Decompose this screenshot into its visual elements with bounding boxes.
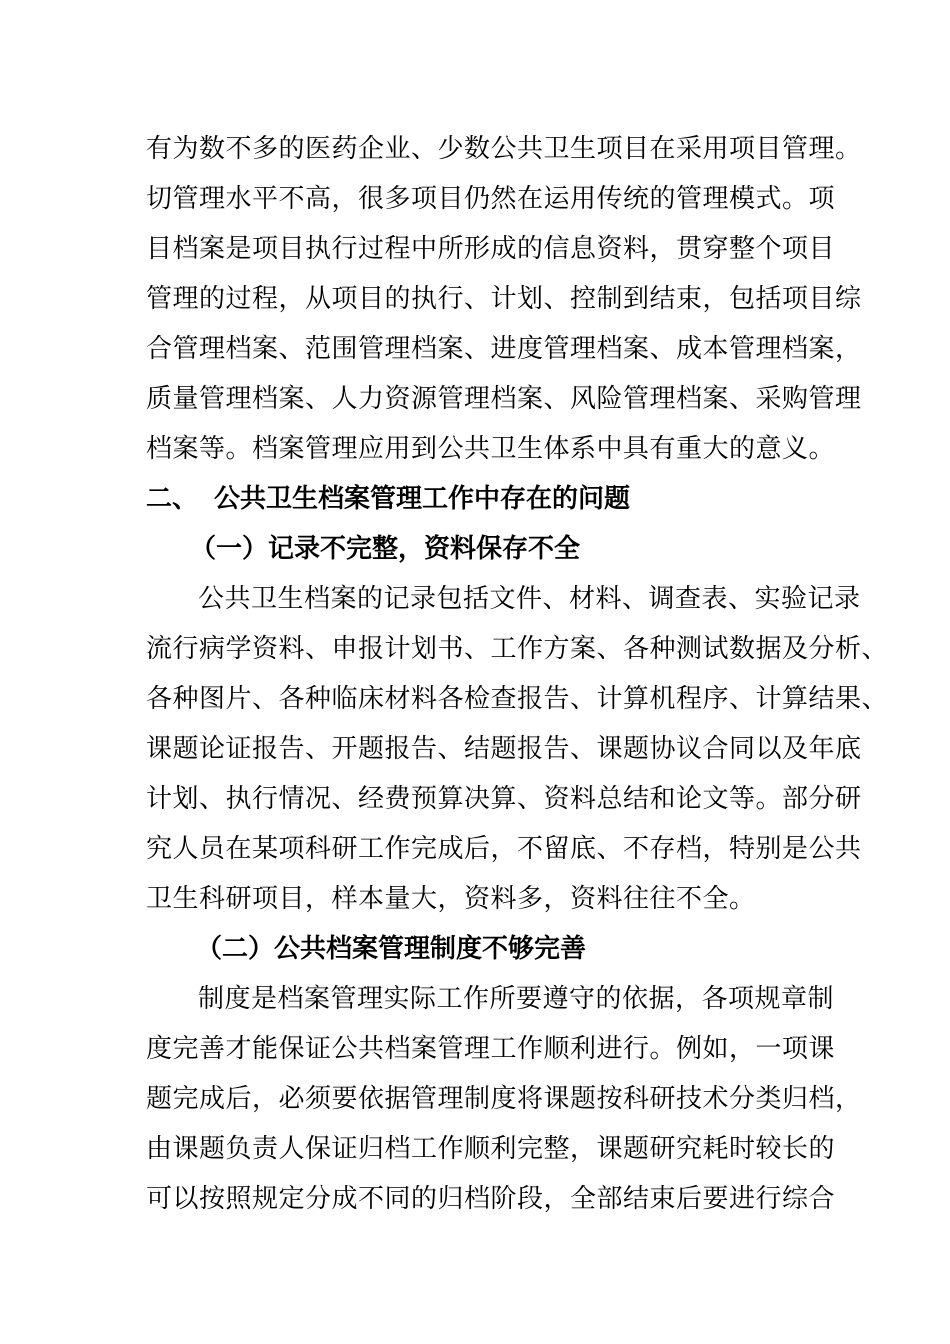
paragraph-line: 可以按照规定分成不同的归档阶段，全部结束后要进行综合	[146, 1184, 836, 1214]
paragraph-line: 质量管理档案、人力资源管理档案、风险管理档案、采购管理	[146, 384, 862, 414]
subsection-heading: （一）记录不完整，资料保存不全	[190, 534, 581, 564]
paragraph-line: 度完善才能保证公共档案管理工作顺利进行。例如，一项课	[146, 1034, 836, 1064]
paragraph-line: 公共卫生档案的记录包括文件、材料、调查表、实验记录	[198, 584, 861, 614]
subsection-heading: （二）公共档案管理制度不够完善	[196, 934, 587, 964]
section-number: 二、	[146, 484, 199, 514]
paragraph-line: 合管理档案、范围管理档案、进度管理档案、成本管理档案，	[146, 334, 862, 364]
paragraph-line: 流行病学资料、申报计划书、工作方案、各种测试数据及分析、	[146, 634, 889, 664]
paragraph-line: 课题论证报告、开题报告、结题报告、课题协议合同以及年底	[146, 734, 862, 764]
paragraph-line: 计划、执行情况、经费预算决算、资料总结和论文等。部分研	[146, 784, 862, 814]
paragraph-line: 有为数不多的医药企业、少数公共卫生项目在采用项目管理。	[146, 134, 862, 164]
section-heading	[146, 484, 630, 514]
paragraph-line: 档案等。档案管理应用到公共卫生体系中具有重大的意义。	[146, 434, 836, 464]
paragraph-line: 各种图片、各种临床材料各检查报告、计算机程序、计算结果、	[146, 684, 889, 714]
paragraph-line: 制度是档案管理实际工作所要遵守的依据，各项规章制	[198, 984, 835, 1014]
paragraph-line: 管理的过程，从项目的执行、计划、控制到结束，包括项目综	[146, 284, 862, 314]
paragraph-line: 题完成后，必须要依据管理制度将课题按科研技术分类归档，	[146, 1084, 862, 1114]
paragraph-line: 由课题负责人保证归档工作顺利完整，课题研究耗时较长的	[146, 1134, 836, 1164]
paragraph-line: 目档案是项目执行过程中所形成的信息资料，贯穿整个项目	[146, 234, 836, 264]
paragraph-line: 切管理水平不高，很多项目仍然在运用传统的管理模式。项	[146, 184, 836, 214]
section-title: 公共卫生档案管理工作中存在的问题	[214, 484, 631, 514]
paragraph-line: 究人员在某项科研工作完成后，不留底、不存档，特别是公共	[146, 834, 862, 864]
paragraph-line: 卫生科研项目，样本量大，资料多，资料往往不全。	[146, 884, 756, 914]
